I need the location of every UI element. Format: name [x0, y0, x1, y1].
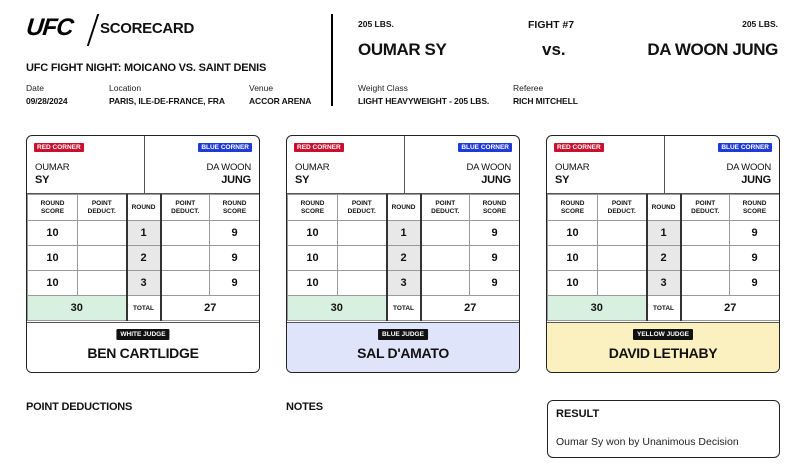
corner-header [27, 136, 259, 194]
red-point-deduction [338, 221, 387, 246]
red-last-name: SY [35, 174, 50, 186]
red-total: 30 [28, 296, 127, 321]
corner-header [547, 136, 779, 194]
judge-name: SAL D'AMATO [357, 345, 449, 361]
red-first-name: OUMAR [295, 162, 330, 173]
result-box [547, 400, 780, 458]
red-fighter-name: OUMAR SY [358, 40, 447, 59]
venue-value: ACCOR ARENA [249, 96, 312, 106]
red-total: 30 [288, 296, 387, 321]
blue-corner-badge: BLUE CORNER [198, 143, 252, 152]
judge-name: DAVID LETHABY [608, 345, 718, 361]
red-round-score: 10 [28, 271, 78, 296]
blue-last-name: JUNG [221, 174, 251, 186]
blue-first-name: DA WOON [206, 162, 251, 173]
round-number: 1 [127, 221, 161, 246]
blue-point-deduction [161, 246, 210, 271]
notes-title: NOTES [286, 401, 323, 413]
red-point-deduction [598, 246, 647, 271]
round-number: 2 [127, 246, 161, 271]
ufc-logo: UFC [24, 14, 75, 41]
round-number: 2 [647, 246, 681, 271]
blue-round-score: 9 [730, 271, 780, 296]
red-corner-badge: RED CORNER [294, 143, 344, 152]
total-label: TOTAL [127, 296, 161, 321]
red-round-score: 10 [288, 221, 338, 246]
corner-divider [664, 136, 665, 194]
point-deduct-header: POINT DEDUCT. [598, 195, 647, 221]
corner-divider [404, 136, 405, 194]
blue-round-score: 9 [730, 246, 780, 271]
blue-point-deduction [421, 246, 470, 271]
red-round-score: 10 [28, 221, 78, 246]
red-point-deduction [598, 271, 647, 296]
total-row [28, 296, 260, 321]
judge-badge: BLUE JUDGE [378, 329, 428, 340]
point-deduct-header: POINT DEDUCT. [161, 195, 210, 221]
red-total: 30 [548, 296, 647, 321]
header-divider [331, 14, 333, 106]
blue-first-name: DA WOON [466, 162, 511, 173]
blue-corner-fighter [726, 162, 771, 186]
red-round-score: 10 [288, 246, 338, 271]
judge-badge: WHITE JUDGE [116, 329, 169, 340]
judge-area [27, 322, 259, 373]
blue-last-name: JUNG [741, 174, 771, 186]
red-point-deduction [338, 246, 387, 271]
referee-label: Referee [513, 83, 544, 93]
round-number: 3 [647, 271, 681, 296]
score-table [27, 194, 260, 321]
round-score-header: ROUND SCORE [548, 195, 598, 221]
venue-label: Venue [249, 83, 274, 93]
judge-area [547, 322, 779, 373]
blue-fighter-name: DA WOON JUNG [647, 40, 778, 59]
blue-total: 27 [681, 296, 780, 321]
score-table [287, 194, 520, 321]
red-round-score: 10 [548, 246, 598, 271]
corner-header [287, 136, 519, 194]
result-title: RESULT [556, 408, 600, 420]
round-score-header: ROUND SCORE [288, 195, 338, 221]
red-point-deduction [78, 246, 127, 271]
point-deduct-header: POINT DEDUCT. [681, 195, 730, 221]
judge-card-white [26, 135, 260, 373]
round-row [548, 221, 780, 246]
red-round-score: 10 [548, 271, 598, 296]
round-row [28, 271, 260, 296]
round-header: ROUND [647, 195, 681, 221]
blue-round-score: 9 [210, 246, 260, 271]
round-header: ROUND [387, 195, 421, 221]
red-point-deduction [598, 221, 647, 246]
score-header-row [28, 195, 260, 221]
score-table [547, 194, 780, 321]
round-row [28, 246, 260, 271]
round-row [548, 271, 780, 296]
blue-total: 27 [161, 296, 260, 321]
blue-round-score: 9 [210, 271, 260, 296]
round-number: 3 [127, 271, 161, 296]
weight-class-value: LIGHT HEAVYWEIGHT - 205 LBS. [358, 96, 490, 106]
point-deduct-header: POINT DEDUCT. [421, 195, 470, 221]
red-round-score: 10 [288, 271, 338, 296]
blue-point-deduction [161, 271, 210, 296]
result-text: Oumar Sy won by Unanimous Decision [556, 436, 739, 448]
round-score-header: ROUND SCORE [470, 195, 520, 221]
blue-point-deduction [681, 246, 730, 271]
judge-badge: YELLOW JUDGE [633, 329, 693, 340]
round-row [288, 271, 520, 296]
red-first-name: OUMAR [35, 162, 70, 173]
red-corner-badge: RED CORNER [554, 143, 604, 152]
round-score-header: ROUND SCORE [730, 195, 780, 221]
blue-point-deduction [681, 271, 730, 296]
blue-total: 27 [421, 296, 520, 321]
red-point-deduction [338, 271, 387, 296]
red-weight: 205 LBS. [358, 19, 394, 29]
blue-round-score: 9 [210, 221, 260, 246]
judge-name: BEN CARTLIDGE [87, 345, 199, 361]
blue-first-name: DA WOON [726, 162, 771, 173]
red-round-score: 10 [548, 221, 598, 246]
round-row [288, 221, 520, 246]
point-deduct-header: POINT DEDUCT. [78, 195, 127, 221]
blue-corner-fighter [466, 162, 511, 186]
red-first-name: OUMAR [555, 162, 590, 173]
red-last-name: SY [555, 174, 570, 186]
event-title: UFC FIGHT NIGHT: MOICANO VS. SAINT DENIS [26, 62, 267, 74]
round-number: 1 [647, 221, 681, 246]
location-label: Location [109, 83, 142, 93]
round-score-header: ROUND SCORE [28, 195, 78, 221]
red-round-score: 10 [28, 246, 78, 271]
red-corner-fighter [295, 162, 329, 186]
red-last-name: SY [295, 174, 310, 186]
blue-corner-badge: BLUE CORNER [718, 143, 772, 152]
blue-round-score: 9 [470, 221, 520, 246]
red-corner-fighter [555, 162, 589, 186]
round-score-header: ROUND SCORE [210, 195, 260, 221]
judge-area [287, 322, 519, 373]
weight-class-label: Weight Class [358, 83, 408, 93]
referee-value: RICH MITCHELL [513, 96, 578, 106]
total-row [288, 296, 520, 321]
round-header: ROUND [127, 195, 161, 221]
blue-point-deduction [421, 221, 470, 246]
red-point-deduction [78, 221, 127, 246]
blue-corner-fighter [206, 162, 251, 186]
total-label: TOTAL [647, 296, 681, 321]
total-label: TOTAL [387, 296, 421, 321]
blue-round-score: 9 [470, 246, 520, 271]
blue-corner-badge: BLUE CORNER [458, 143, 512, 152]
blue-last-name: JUNG [481, 174, 511, 186]
point-deductions-title: POINT DEDUCTIONS [26, 401, 133, 413]
blue-point-deduction [421, 271, 470, 296]
round-number: 3 [387, 271, 421, 296]
blue-weight: 205 LBS. [742, 19, 778, 29]
location-value: PARIS, ILE-DE-FRANCE, FRA [109, 96, 225, 106]
blue-round-score: 9 [470, 271, 520, 296]
blue-point-deduction [161, 221, 210, 246]
judge-card-blue [286, 135, 520, 373]
blue-point-deduction [681, 221, 730, 246]
scorecard-title: SCORECARD [100, 20, 194, 37]
point-deduct-header: POINT DEDUCT. [338, 195, 387, 221]
score-header-row [548, 195, 780, 221]
total-row [548, 296, 780, 321]
round-row [548, 246, 780, 271]
date-value: 09/28/2024 [26, 96, 68, 106]
score-header-row [288, 195, 520, 221]
blue-round-score: 9 [730, 221, 780, 246]
date-label: Date [26, 83, 44, 93]
fight-number: FIGHT #7 [528, 19, 575, 31]
round-row [28, 221, 260, 246]
red-corner-fighter [35, 162, 69, 186]
red-point-deduction [78, 271, 127, 296]
vs-label: vs. [542, 40, 566, 59]
round-number: 2 [387, 246, 421, 271]
corner-divider [144, 136, 145, 194]
round-row [288, 246, 520, 271]
judge-card-yellow [546, 135, 780, 373]
round-number: 1 [387, 221, 421, 246]
red-corner-badge: RED CORNER [34, 143, 84, 152]
